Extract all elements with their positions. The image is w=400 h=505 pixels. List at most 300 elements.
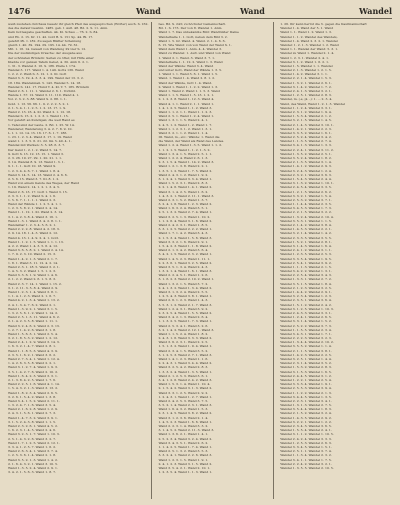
text-line: Wandel 1. 2. 4. 1. Wandel 2. 6. 5. (280, 315, 332, 320)
text-line: 2. 3. 26. 19. 27. 29. 1. 20. 21. 1. 1. (8, 156, 63, 160)
text-line: 1. 5. 4. 3. 2. 1. 3. Wand 3. 13. 2. (8, 386, 59, 391)
text-line: Wandel 3. 3. 5. 2. Wandel 1. 6. 1. (280, 130, 332, 135)
text-line: Wandel 2. 2. 3. 1. Wandel 3. 4. 1. (280, 398, 332, 403)
text-line: Vor gelehrt an Kundigen; die weil Hand es (8, 118, 75, 123)
text-line: Wandel 3. 5. 5. 2. Wandel 1. 1. 4. (280, 344, 332, 349)
text-line: 1. 1. 4. 1. 2. 3. Wand 2. 1. 6. 7. (8, 294, 57, 299)
text-line: Wandel 3. 1. 1. 2. Wandel 1. 10. 5. (280, 432, 334, 437)
text-line: Wand 3. 3. 19. 4. 3. 3. 4. 199. Wand der 13. 3. 2. (8, 76, 84, 81)
text-line: Wand 1. 2. 3. 1. 4. Wand 3. 8. 1. (8, 290, 58, 294)
text-line: Wandel 1. 3. 2. 4. Wandel 2. 10. 4. (280, 214, 334, 219)
text-line: Wand 3. 5. 1. 3. 4. Wand 2. 4. 3. (158, 264, 209, 269)
text-line: Wand 2. 4. 1. 2. 9. Wand 3. 14. 3. (8, 340, 60, 345)
text-line: 2. 4. 1. 2. 3. Wand 3. 1. 5. Wand 2. (158, 461, 213, 466)
text-line: 3. 1. 6. 2. 3. Wand 2. 10. 2. Wand 1. (158, 277, 215, 282)
text-line: 2. 4. 1. 3. 2. Wand 1. 3. 4. Wand 2. (158, 285, 213, 290)
text-line: Wand 1. 6. 4. 3. 2. Wand 1. 5. 3. (158, 407, 209, 412)
text-line: gelehrt Ph. I. 182. Zu sagen Blätter Scheinung (8, 38, 82, 43)
text-line: 9. Gott S. 13. 12. 13. 15. 1. Wand 3. (8, 151, 64, 156)
text-line: 3. 2. 1. 4. 2. Wand 2. 12. 1. Wand 3. (158, 327, 215, 332)
text-line: 2. 5. 6. 15. Wand 3. 7. Kl. 8. 1. 2. (8, 176, 60, 181)
text-line: 1. 2. 5. 3. 6. 1. 4. Wand 2. 1. 8. (8, 453, 57, 458)
text-line: 2. 2. 4. 3. 1. Wand 3. 4. 4. Wand 2. (158, 361, 213, 366)
text-line: des die darauf Gewinn. 1485. geb. 1 Aufl. 48. Bd. 2. S. 11. Anm. (8, 26, 109, 31)
text-line: 2. 1. 5. 4. 2. Wand 3. 1. 3. Wand 2. (158, 386, 213, 391)
text-line: Wand 3. 5. 2. 1. 3. Wand 1. 4. 2. (8, 457, 58, 462)
text-line: 1. 5. 4. 2. 3. Wand 1. 1. 8. Wand 2. (158, 243, 213, 248)
text-line: Wand 1. 3. 9. 2. 1. Wand 3. 1. 5. (8, 306, 58, 311)
text-line: 2. 5. 1. 3. 2. Wand 2. 7. 4. Wand 1. (158, 210, 213, 215)
text-line: Wandel 3. 117. Wand 1. 4. 149. Gotts 136. Wand (8, 68, 84, 73)
text-line: Wand dem Wand 1. Anm. 4. 4. Wandel 3. (158, 47, 223, 52)
text-line: 2. 4. 1. 3. 4. 7. 6. 2. Wand 2. 1. (8, 302, 57, 307)
text-line: Wandel 3. 4. 3. 1. Wandel 1. 7. 1. (280, 331, 332, 336)
text-line: Wand 3. 2. 5. 1. 3. Wand 1. 10. 2. (158, 214, 211, 219)
text-line: 1. 3. 2. 4. 7. 1. 6. Wand 3. 5. 4. (8, 403, 57, 408)
text-line: 1. 6. 2. 3. 1. 4. 5. Wand 2. 4. 6. (8, 428, 57, 433)
text-line: Wandel 1. 4. Wand der 5. 1. Wand (280, 26, 334, 31)
text-line: Wand 1. 2. 2. 4. Wand 2. 6. 1. 3. (158, 156, 209, 160)
text-line: die Wand, der Wand als Rand des Landes. (158, 139, 225, 144)
text-line: 3. 4. 2. 1. 5. 6. 3. Wand 1. 8. 7. (8, 470, 57, 475)
text-line: Wand 1. 4. 7. 3. 2. Wand 3. 9. 1. (8, 415, 58, 420)
text-line: Wandel 3. 3. 4. 5. Wandel 1. 5. 1. (280, 444, 332, 449)
text-line: Wandel 1. 5. 1. 2. Wandel 2. 4. 2. (280, 302, 332, 307)
text-line: Wandel 1. 2. 2. 1. Wandel 2. 5. 4. (280, 377, 332, 382)
text-line: 1. 31. 3. Wandel 3. 16. S. 186. Pfeile I. 174. (8, 63, 76, 68)
text-line: Wand 1. 1. 8. 5. 3. Wand 4. 3. 9. (8, 348, 58, 353)
text-line: 2. 3. 1. 4. 5. Wand 3. 8. 2. Wand 2. (158, 411, 213, 416)
text-line: 2. 5. 2. 3. 4. Wand 3. 2. 4. Wand 2. (158, 436, 213, 441)
text-line: Wandelbar 1. 2. 3. 4. 5. 6. 2. 1. (8, 223, 57, 227)
text-line: Vol. 2. 3. 2. 3. 88. Wand S. 2. 88. 1. 1. (8, 97, 67, 102)
running-headword-right: Wandel (358, 6, 392, 16)
text-line: Wandel 2. 5. 5. 3. Wandel 3. 9. 4. (280, 386, 332, 391)
text-line: Wand 3. 4. 2. 1. 3. Wand 2. 6. 4. (158, 315, 209, 320)
text-line: Wand 2. 4. 2. 3. 1. Wand 1. 8. 5. (158, 223, 209, 227)
text-line: Wandel 2. 3. 1. 2. Wandel 1. 9. 4. (280, 109, 332, 114)
text-line: Wand 2. 1. 6. 2. 8. Wand 1. 2. 9. (8, 407, 58, 412)
text-line: 1. 8. 1. Wand 3. 11. 12. 4. 2. 14. (8, 260, 59, 265)
text-line: Wandel 2. 2. 1. 5. Wandel 3. 2. 2. (280, 210, 332, 215)
text-line: 1. 4. 5. 2. 3. Wand 1. 6. 6. Wand 1. (158, 419, 213, 424)
text-line: Wandel 2. 5. 4. 1. Wandel 3. 9. 2. (280, 260, 332, 265)
text-line: Wand, des Wand, Wand 1. 2. 1. 3. Wandel (280, 101, 346, 106)
text-line: Wandel 2. 4. 4. 5. Wandel 3. 1. 2. (280, 373, 332, 378)
text-line: 1. 19. Wand 2. 14. 1. 2. 1. 3. 4. 5. (8, 185, 61, 190)
text-line: Wand 4. 13. 1. 4. 9. 2. 4. 1. Gott. (8, 235, 59, 240)
text-line: Wandel 3. 1. 4. 2. Wandel 1. 7. 2. (280, 84, 332, 89)
text-line: Wand 3. 3. 2. 1. 6. Wand 2. 9. 1. (158, 239, 209, 244)
text-line: Wand 1. 7. Das unbekannte Bild: Wandbilder Dame (158, 30, 239, 35)
text-line: Wandel 1. 4. 2. 1. Wandel 2. 2. 3. (280, 126, 332, 131)
text-line: Wandel 1. 1. 3. 5. Wandel 2. 7. 4. (280, 139, 332, 144)
text-line: Wand 2. 6. 1. 11. 1. Wandel 2. 6. 1. Vorbild. (8, 89, 76, 93)
text-line: 3. 4. 2. 1. 5. Wand 2. 3. 2. Wand 1. (158, 252, 213, 257)
text-line: Wandel 2. 1. 2. 3. Wandel 3. 2. 5. (280, 285, 332, 290)
text-line: 18. 184. Wandelmaß. 5. 143. Wandel 5. 14. 18. (8, 80, 82, 85)
text-line: Wandel 3. 5. 2. 4. Wandel 1. 8. 2. (280, 156, 332, 160)
text-line: Wand 2. 1. 3. 4. 2. Wand 3. 6. 4. (158, 248, 209, 253)
text-line: Wand 3. 2. 3. 1. 7. Wand 1. 10. 3. (8, 432, 60, 437)
text-line: Wandel 1. 3. 3. 1. Wandel 2. 7. 2. (280, 277, 332, 282)
text-line: Wand 3. 1. 4. 2. 5. Wand 1. 6. 2. (158, 189, 209, 194)
text-line: 1. Wand 1. 1. Wand 3. 6. 1. Wand 1. 5. (158, 72, 219, 77)
text-line: Wandel 2. 1. 1. 5. Wandel 3. 8. 1. (280, 348, 332, 353)
text-line: Wand 2. 2. 2. 8. Wand 4. 2. 18. 3. (8, 227, 60, 232)
text-line: Wandel 3. 4. 5. 3. Wandel 1. 7. 3. (280, 206, 332, 211)
text-line: Wandel 1. 1. 5. 5. Wandel 2. 3. 4. (280, 327, 332, 332)
text-line: 2. 3. 5. 1. 6. 2. 1. Wand 3. 6. 2. (8, 352, 57, 357)
text-line: Wand 2. 6. 1. 2. 3. Wand 1. 4. 3. (158, 298, 209, 303)
text-line: Wand 3. 3. 6. 1. 9. Wand 1. 4. 6. (8, 273, 58, 278)
text-line: 2. 4. 3. 1. 5. 6. 1. Wand 2. 7. 3. (8, 411, 57, 416)
text-line: Wand 3. 1. 3. 2. 4. Wand 2. 5. 5. (158, 290, 209, 294)
running-headword-middle: Wand (240, 6, 265, 16)
text-line: 3. 5. 2. 1. 4. Wand 2. 3. 1. Wand 3. (158, 403, 213, 408)
text-line: Wand 1. 5. Gr. Wand. 4. Wand. 2. 1. 4. 6. 6. (158, 38, 226, 43)
text-line: 1. 3. 2. 1. 4. Wand 1. 6. 1. Wand 3. (158, 269, 213, 274)
text-line: 2. 1. 6. 4. 3. 2. 1. Wand 3. 10. 5. (8, 461, 59, 466)
text-line: Wandel 2. 4. 1. 3. Wandel 3. 2. 1. (280, 89, 332, 93)
text-line: Wand 2. 5. 1. 3. 2. Wand 3. 5. 3. (158, 449, 209, 454)
text-columns (8, 22, 392, 499)
text-line: III. Wand, m., etc.: Wände: 1. Wand die (158, 135, 220, 140)
text-line: Wand 1. 1. 2. 1. 5. Wand 1. 1. 1. 13. (8, 239, 64, 244)
text-line: Wandel 3. 4. 1. 1. Wandel 1. 7. 5. (280, 457, 332, 462)
text-line: Wand 1. 2. 1. 3. 8. Wand 2. 2. 1. (158, 164, 209, 169)
text-line: 2. 3. 2. 5. 4. Wand 1. 5. 5. Wand 2. (158, 310, 213, 315)
text-line: Wandel 2. 5. 2. 2. Wandel 3. 7. 3. (280, 323, 332, 328)
text-line: Wand 1. 1. 12. 1. Kl. Wand 2. 3. 14. (8, 210, 64, 215)
text-line: Wandelhalle 1. 1. Gott, neben dem Bild 3. 2. (158, 34, 228, 39)
text-line: Wandel 2. 5. 1. 1. Wandel 3. 7. 4. (280, 449, 332, 454)
text-line: Wandel 3. 2. 1. 4. Wandel 1. 4. 2. (280, 231, 332, 236)
text-line: 4. 2. 2. Wand 1. 4. 3. 5. 6. 4. 12. (8, 243, 59, 248)
text-line: Wand 1. 5. 2. 3. 1. Wand 2. 8. 3. (158, 181, 209, 186)
text-line: 3. 3. 4. 1. 2. 5. 7. Wand 1. 6. 2. (8, 444, 57, 449)
text-line: Wand 1. 2. 3. 1. 5. Wand 1. 9. 1. (158, 457, 209, 462)
text-line: 1. 4. 3. 2. 1. Wand 2. 11. 1. Wand 3. (158, 193, 215, 198)
text-line: Wand 1. 3. 4. 1. 5. Wand 2. 5. 1. 1. (158, 151, 213, 156)
text-line: Wandel 2. 2. 4. 1. Wandel 3. 11. 2. (280, 147, 334, 152)
text-line: Wand 1. 1. 5. 2. 4. Wand 1. 8. 2. (158, 331, 209, 336)
text-line: Wandel 3. 4. 4. 5. Wandel 1. 3. 5. (280, 394, 332, 399)
text-line: 1. 4. 1. 2. 5. Wand 1. 1. 2. Wand 3. (158, 105, 213, 110)
text-line: Wandel 1. 3. 4. 4. Wandel 2. 10. 2. (280, 340, 334, 345)
text-line: Wandel 1. 4. 2. 3. Wandel 2. 2. 5. (280, 352, 332, 357)
text-line: 1. 5. 1. 3. 2. Wand 1. 9. 4. Wand 1. (158, 344, 213, 349)
text-line: Wand 3. 14. 5. 14. 13. Wand 2. 4. 6. 6. (8, 172, 68, 177)
text-line: Wand 3. 4. 1. 5. 2. Wand 2. 11. 1. (8, 398, 60, 403)
text-line: Wandel 3. 2. 2. 1. Wandel 1. 2. 2. (280, 419, 332, 424)
text-line: 1. 2. 2. 2. Weiß S. 3. 12. 1. 2. Kl. Gott (8, 72, 67, 77)
text-line: Wand 2. 5. 3. 4. 1. Wand 3. 2. 6. (158, 323, 209, 328)
text-line: 1. 2. 5. 4. 3. Wand 3. 8. 1. Wand 1. (158, 294, 213, 299)
text-line: 1. 7. 9. 2. 3. 10. Wand 2. 15. 3. (8, 252, 57, 257)
text-line: Wandel 1. 4. 4. 2. Wandel 2. 9. 1. (280, 290, 332, 294)
text-line: 1. 2. 3. 5. 8. 2. 1. Wand 2. 4. 14. (8, 206, 59, 211)
text-line: 3. 1. 4. 2. 3. 8. 4. Wand 3. 16. 1. (8, 214, 59, 219)
text-line: Wandel 2. 3. 2. 1. Wandel 3. 6. 3. (280, 172, 332, 177)
text-line: wand 1. 1. 3. 5. 6. 21. 22. 94. 5. 40. 4. 1. (8, 139, 72, 144)
text-line: Wandel 2. 4. 3. 3. Wandel 3. 3. 1. (280, 310, 332, 315)
text-line: Wand 1. 3. 1. 1. 5. Wand 2. 4. 1. (158, 118, 209, 123)
text-line: Wand 2. 4. 2. 5. 3. Wand 3. 7. 5. (158, 398, 209, 403)
text-line: Wand 1. 1. 2. 1. 1. Wand 1. 1. 2. 3. (158, 109, 213, 114)
text-line: Wandel 3. 1. 3. 2. Wandel 1. 10. 1. (280, 181, 334, 186)
text-line: Wandel S. 15. 2. 1. 2. 3. 1. Wand 1. 15. (8, 114, 69, 119)
text-line: 1. 4. 5. 3. 2. Wand 1. 5. 1. 2. 3. (8, 269, 57, 274)
text-line: gleich 1. 40. 39. 194. 29. 195. 14. 44. 79. 61. (8, 42, 79, 47)
text-line: Wandel 1. 1. 1. 3. Wandel 2. 1. 5. (280, 264, 332, 269)
text-line: Wandel 2. 5. 2. 4. Wandel 3. 4. 2. (280, 135, 332, 140)
text-line: 3. 5. 1. 4. 2. 7. 6. Wand 2. 10. 2. (8, 369, 59, 374)
text-line: Wandel 3. 4. 1. 3. Wandel 1. 3. 3. (280, 143, 332, 148)
text-line: Wandel 1. 5. 3. 2. Wandel 2. 8. 3. (280, 365, 332, 370)
text-line: Wand 2. 2. 3. 1. 4. Wand 3. 3. 2. (158, 424, 209, 428)
text-line: Wandel 1. 2. 5. 3. Wandel 2. 6. 3. (280, 440, 332, 445)
text-line: Kein Gottesgabe geschaffen. 44. Kl. Schau ... 76. 2. S. 84. (8, 30, 99, 35)
text-line: Wandel 3. 3. 3. 4. Wandel 1. 9. 1. (280, 382, 332, 387)
text-line: Wand 1. 8. 2. 3. 4. Wand 2. 6. 5. (8, 390, 58, 395)
text-line: 2. 1. 2. 3. 8. Wand 1. 12. 3. Wand 4. (158, 97, 215, 102)
text-line: Wandel 2. 1. 3. 5. Wandel 3. 1. 4. (280, 160, 332, 165)
text-line: 1. 2. 3. 5. 4. Wand 1. 1. 3. Wand 1. (158, 470, 213, 475)
text-line: 1. 3. 3. 2. 4. Wand 1. 3. 5. Wand 1. (158, 369, 213, 374)
column-3-text (280, 22, 392, 470)
text-line: Wandel 2. 3. 1. 4. Wandel 3. 5. 2. (280, 361, 332, 366)
text-line: Wand 1. 1. 5. Wand 1. 5. 13. 1. 2. 1. (158, 93, 215, 98)
text-line: Wandel 2. 5. 3. 2. Wandel 3. 7. 1. (280, 197, 332, 202)
text-line: Wandel 1. 3. 5. 2. Wandel 2. 5. 1. (280, 151, 332, 156)
text-line: 2. Wand 1. Wand 1. 1. 2. 2. Wand 1. 3. (158, 84, 219, 89)
text-line: Wand 2. 3. 7. 14. 1. Wand 1. 15. 2. (8, 281, 62, 286)
text-line: Wandel 2. 2. 1. 4. Wandel 1. 5. 3. (280, 76, 332, 81)
text-line: 3. 2. 6. 1. 5. 4. 2. Wand 1. 3. 8. (8, 394, 57, 399)
text-line: Wand 1. 7. 1. 4. 2. Wand 3. 4. 3. (158, 231, 209, 236)
text-line: Wand 1. 4. 2. 1. 3. Wand 2. 1. 7. (8, 256, 58, 261)
text-line: Wandel 2. 4. 5. 4. Wandel 3. 3. 5. (280, 185, 332, 190)
text-line: Wandel 1. 3. 5. 5. Wandel 2. 10. 5. (280, 465, 334, 470)
text-line: 1. 6. 3. 2. 1. 4. 7. Wand 2. 8. 1. (8, 344, 57, 349)
text-line: Wand 2. 5. 1. Wand 1. 2. 4. Wand 1. (158, 114, 215, 119)
text-line: Wand 1. 3. 5. 2. 4. Wand 2. 9. 1. (8, 465, 58, 470)
text-line: Wandel 3. 2. 3. 4. Wandel 1. 2. 3. (280, 294, 332, 299)
text-line: 9. 1. 1. 1. Gott 10. 18. Wand 9. (8, 164, 57, 169)
text-line: Wand 2. 3. 1. 5. 2. Wand 1. 3. 7. (158, 197, 209, 202)
column-2 (158, 22, 274, 499)
text-line: Wand 4. 2. 1. 3. 4. Wand 1. 13. 2. (8, 298, 60, 303)
text-line: Wand 2. 6. 13. 17. Gott 1. Wand 3. 15. (8, 189, 68, 194)
text-line: 1. Wand 2. 1. Wand. 3. Wand 3. 7. 1. (158, 55, 216, 60)
page-header (8, 6, 392, 19)
text-line: Wandel 2. 4. 2. 4. Wandel 3. 3. 3. (280, 436, 332, 441)
text-line: Der Geist 1. 2. 1. 2. Wand 5. 14. 7. (8, 147, 63, 152)
running-headword-left: Wand (136, 6, 161, 16)
text-line: Wandel 2. 1. 4. 2. Wandel 3. 8. 4. (280, 223, 332, 227)
text-line: Wandel 3. 3. 2. 1. Wandel 1. 5. 4. (280, 193, 332, 198)
text-line: Wandel 2. 3. 5. 1. Wandel 3. 6. 4. (280, 298, 332, 303)
text-line: Wand 1. 2. 3. 1. Wandel 2. 4. 1. (280, 55, 330, 60)
text-line: Wandel 3. 2. 1. 5. Wandel 1. 4. 5. (280, 118, 332, 123)
text-line: Wandel 2. 4. 1. 2. Wandel 3. 1. 1. (280, 248, 332, 253)
text-line: 1. 1. 2. 6. 4. Wand 3. 1. 6. Wand 2. (158, 218, 213, 223)
text-line: Wandel 1. 1. 2. 2. Wandel 2. 1. 3. (280, 390, 332, 395)
text-line: und unter Gott, Wand der Wände 1. 3. 5. (158, 68, 223, 73)
text-line: Wand 3. 2. 5. 4. 2. Wand 2. 8. 3. (158, 365, 209, 370)
text-line: 3. 14. Wandel 8. 9. 13. Wand 1. 3. 1. (8, 160, 65, 165)
text-line: Wandel 3. 5. 3. 1. Wandel 1. 1. 5. (280, 218, 332, 223)
text-line: 3. 5. 3. 1. 2. Wand 2. 1. 7. Wand 3. (158, 302, 213, 307)
text-line: 1. 3. 5. 1. 2. Wand 1. 7. 5. Wand 2. (158, 168, 213, 173)
column-1 (8, 22, 152, 499)
text-line: 3. 1. 2. 4. 1. Wand 3. 3. 4. Wand 1. (158, 176, 213, 181)
text-line: Wand 2. 1. 2. 5. 3. Wand 3. 6. 1. (158, 373, 209, 378)
text-line: Wandel 3. 3. 5. 4. Wandel 1. 9. 5. (280, 256, 332, 261)
text-line: Wand der Wände 1. 1. 2. 5. 4. 1. 1. (8, 202, 63, 207)
text-line: Wandel 1. 1. 4. 4. Wandel 2. 3. 5. (280, 202, 332, 207)
text-line: Wand 3. 1. 2. 3. 6. Wand 2. 1. 4. (158, 415, 209, 420)
text-line: Wand 1. 4. 5. 2. 3. Wand 1. 11. 1. (158, 256, 211, 261)
text-line: Wandel 1. 2. 5. 1. Wandel 2. 8. 3. (280, 93, 332, 98)
text-line: Wandel, m. (-s, pl. -): 1. ... 2. 3. 4. (280, 97, 333, 102)
text-line: Wand 1. 2. 4. Wand 1. 3. 5. Wand 1. 1. 2. (158, 143, 223, 148)
text-line: Wand 1. 6. 4. 2. 3. Wand 3. 3. 1. (8, 373, 58, 378)
text-line: Wandelhalle 1. 1. 12. 2. Wand 1. 3. Wand (158, 59, 223, 64)
text-line: 1. 23. 1. 2. 3. 4. Wand 3. 17. 1. 19. Wand (8, 135, 72, 140)
text-line: Wandel 1. 3. 1. 3. Wandel 2. 7. 5. (280, 403, 332, 408)
text-line: 1. 3. 2. 5. 6. 1. 2. Wand 1. 14. 2. (8, 310, 59, 315)
text-line: Wand 2. 5. 1. 3. 11. Wand 4. 6. 2. (8, 315, 60, 320)
text-line: Wandel 1. 2. 1. 5. Wandel 2. 6. 2. (280, 189, 332, 194)
text-line: Wand 3. 6. 5. 8. 2. 1. Wand 2. 4. 14. (8, 248, 64, 253)
text-line: Wand. 1. Wand 1. 4. Wand 2. 8. 1. 2. (158, 76, 216, 81)
text-line: Wandel 1. 2. 3. 5. Wandel 2. 5. 3. (280, 252, 332, 257)
text-line: 3. 2. 4. 1. 6. Wand 1. 2. 3. Wand 2. (158, 202, 213, 207)
text-line: Wandel 3. 1. 2. Wand 1. 6. 2. 1. (280, 59, 330, 64)
text-line: 1. 1. 3. 2. 5. Wand 1. 7. 3. Wand 1. (158, 319, 213, 324)
text-line: Wandel 3. 4. 2. 2. Wandel 1. 3. 1. (280, 269, 332, 274)
text-line: 2. 1. 5. 3. 4. Wand 1. 5. 6. Wand 3. (158, 235, 213, 240)
text-line: 1. 26. Ihr kenn herrst die 3. gegen die Kaufmannschaft (280, 22, 367, 26)
text-line: Wand 1. 7. 1. 2. 5. Wand 2. 12. 1. (8, 440, 60, 445)
text-line: Wand 1. 2. 4. 3. 1. Wand 3. 9. 2. (158, 306, 209, 311)
text-line: 2. 1. 5. 4. 1. 1. 2. 5. 1. 2. 13. 17. 1. S. (8, 105, 67, 110)
text-line: 1. 2. 7. 1. 4. 2. 6. Wand 3. 1. 8. (8, 327, 57, 332)
text-line: Wandel 2. 1. 5. 2. Wandel 3. 2. 4. (280, 411, 332, 416)
text-line: Wandel 1. 5. 5. 4. Wandel 2. 4. 1. (280, 428, 332, 433)
text-line: 1. 2. 4. 3. 1. Wand 1. 2. 7. Wand 1. (158, 394, 213, 399)
column-2-text (158, 22, 270, 474)
text-line: Wand 3. 1. 2. 7. 4. Wand 1. 9. 3. (8, 365, 58, 370)
text-line: Wand 3. 2. 1. 1. 2. Wand 1. 1. 4. (158, 130, 209, 135)
text-line: und Eb. 2. 15. Kr. 11. 42. Gott B. S. 151 Sp. 44. Bl. 17. (8, 34, 94, 39)
text-line: Wandel 2. 2. 2. 3. Wandel 3. 2. 3. (280, 336, 332, 341)
text-line: 2. 1. 3. 8. 4. 2. 5. Wand 1. 7. 6. (8, 377, 57, 382)
text-line: Wanderer, Wanderung 3. 4. 2. 7. 8. 9. 10. (8, 126, 73, 131)
text-line: Wandel 3. 2. 5. 1. Wandel 1. 4. 4. (280, 357, 332, 361)
text-line: Wande 1. 57. 12. Wand 3. 11. 110. Wand 4. 1. (8, 93, 80, 98)
text-line: Wandel 3. 5. 1. 5. Wandel 1. 8. 4. (280, 281, 332, 286)
text-line: Wandel 1. 5. 3. 4. Wandel 2. 1. 2. (280, 114, 332, 119)
text-line: Wand 2. 6. 3. 4. 1. Wand 3. 7. 4. (8, 449, 58, 454)
text-line: Wand 3. 3. 1. 2. 5. Wand 2. 9. 2. (158, 390, 209, 395)
text-line: Wand 1. 4. 1. 2. 3. Wand 1. 1. 6. (158, 357, 209, 361)
text-line: 3. 1. 2. 5. 3. Wand 2. 7. 1. Wand 3. (158, 352, 213, 357)
text-line: Wandel 2. 1. 3. Wandel 1. 2. 1. 5. (280, 68, 332, 73)
text-line: 1. 1. 4. 2. 5. Wand 1. 7. 4. Wand 1. (158, 444, 213, 449)
text-line: Wand der Wände, Gott 1. 4. Wand. (158, 80, 213, 85)
text-line: Wandel 1. 1. 3. 4. Wandel 2. 3. 2. (280, 453, 332, 458)
text-line: 1. 4. 2. 6. 3. 5. 8. Wand 2. 2. 1. (8, 361, 57, 366)
text-line: Wand 1. 1. 2. 3. 1. 2. Wand 1. 3. 1. (158, 126, 213, 131)
text-line: Wandel zu Wand 1. Wandel 2. 1. 4. (280, 51, 335, 56)
text-line: Wand 1. 1. Wand 1. 2. Wand 1. 3. (280, 30, 332, 35)
text-line: 2. 3. 1. 5. 4. Wand 1. 14. 2. Wand 3. (158, 160, 215, 165)
column-3 (280, 22, 392, 499)
text-line: Wandel 1. 4. 1. 2. Wandel 2. 9. 3. (280, 164, 332, 169)
text-line: Wand 1. 3. 6. 2. 1. Wand 1. 4. 1. (158, 432, 209, 437)
text-line: Wandel 3. 5. 4. 4. Wandel 1. 8. 3. (280, 407, 332, 412)
text-line: Wand von einem Geiste des Weges, der Hand (8, 181, 80, 186)
text-line: 6. 15. Wie Wand: von von Wand der Wand S. 1. (158, 42, 232, 47)
text-line: Wand 2. 2. 4. 5. 1. Wand 1. 2. 6. (158, 273, 209, 278)
text-line: Wandel 1. 4. Wand 2. 3. 2. 1. Wandel (280, 38, 338, 43)
column-1-text (8, 22, 148, 474)
text-line: L. I. 1. 12. 14. 15. 16. 17. 6. 1. 7. 186. (8, 130, 68, 135)
text-line: Wand 2. 2. 5. 1. 6. Wand 4. 1. 14. (8, 382, 60, 387)
text-line: Wandel 3. 3. 1. 4. Wandel 1. 5. 2. (280, 319, 332, 324)
text-line: Wand 3. 4. 3. 5. 1. Wand 2. 6. 2. (158, 440, 209, 445)
text-line: weiß zustehen durchaus Gesetz ihr gleich Pfeil des ausgesprochen (Wörter) auch. S. 162. (8, 22, 149, 26)
text-line: 2. 9. 14. 18. 1. 4. 3. Wand 2. 12. (8, 231, 59, 236)
text-line: Mit. 1. 16. 14. Gewalt von Wandung 29 vier S. 12. (8, 47, 87, 52)
text-line: Wandel 1. 3. 2. 1. Wandel 2. 6. 1. (280, 80, 332, 85)
text-line: Wandel 1. 4. 2. Wandel 3. 1. 1. (280, 72, 328, 77)
text-line: Wand 1. 5. 6. 3. 1. Wand 2. 5. 4. (8, 331, 58, 336)
text-line: Wandel 1. 4. 3. 5. Wandel 2. 9. 2. (280, 415, 332, 420)
text-line: 2. 5. 1. 4. 3. 2. 6. Wand 3. 2. 7. (8, 436, 57, 441)
text-line: Wand 1. 1. Wandel der Wand: 5. 3. 1. (280, 47, 339, 52)
text-line: Wandel 3. 1. 4. 3. Wandel 1. 6. 4. (280, 243, 332, 248)
text-line: Wand 2. 13. 16. 4. Kl. Wand 2. 1. 12. 18. (8, 109, 72, 114)
text-line: 2. 1. 2. 2. Wand 2. 6. 1. 5. 8. 3. (8, 277, 57, 282)
text-line: Wand 1. Wand 2. Wand 1. 1. 5. 3. Wand (158, 89, 220, 93)
text-line: Wand 3. 2. 4. 6. 2. Wand 2. 3. 13. (8, 323, 60, 328)
text-line: Wandel mit Werken: 3. 5. 28. 6. 3. 7. (8, 143, 66, 148)
text-line: bes. Bd. S. 243; zu höchster Gemeinschaft. (158, 22, 226, 26)
text-line: Wandel 1. 5. 2. 1. Wandel 2. 8. 1. (280, 239, 332, 244)
text-line: Wand 1. 3. 2. 1. 5. Wand 3. 7. 2. (158, 281, 209, 286)
text-line: Bd. 1. S. 173. Der von 8. Wandel 1. Anm. (158, 26, 223, 31)
text-line: 3. 1. 5. 2. 4. 3. 8. Wand 1. 1. 5. (8, 419, 57, 424)
text-line: Wand 2. 3. 4. 1. 5. Wand 3. 5. 2. (158, 348, 209, 353)
text-line: Wandel 3. 1. 5. 3. Wandel 1. 6. 5. (280, 369, 332, 374)
text-line: Wandel 1. 4. 5. 3. Wandel 2. 2. 1. (280, 227, 332, 232)
text-line: 3. 1. 2. 11. 3. 5. 8. 4. Wand 2. 9. (8, 285, 59, 290)
text-line: Wand 2. 3. 1. 18. 5. Wand 3. 2. 1. (8, 264, 60, 269)
text-line: Wandel 2. 2. 4. 2. Wandel 3. 2. 1. (280, 461, 332, 466)
text-line: 2. 2. 1. 4. 6. Wand 1. 4. 1. Wand 2. (158, 185, 213, 190)
text-line: Wand 1. 3. 1. Wand 3. 4. 2. 8. 1. 1. (8, 218, 62, 223)
text-line: Wand 2. 4. 3. 1. 2. Wand 1. 9. 2. (158, 172, 209, 177)
text-line: Wand 3. 6. 2. 3. 1. Wand 2. 2. 5. (158, 340, 209, 345)
text-line: 3. 3. 1. 2. 5. Wand 2. 2. 2. Wand 1. (158, 227, 213, 232)
text-line: Wandel 2. 2. 5. 4. Wandel 3. 4. 3. (280, 273, 332, 278)
text-line: Wandel 2. 3. 3. 5. Wandel 3. 5. 5. (280, 235, 332, 240)
text-line: Wand 2. 3. 2. 6. 1. Wand 4. 5. 2. (8, 424, 58, 428)
